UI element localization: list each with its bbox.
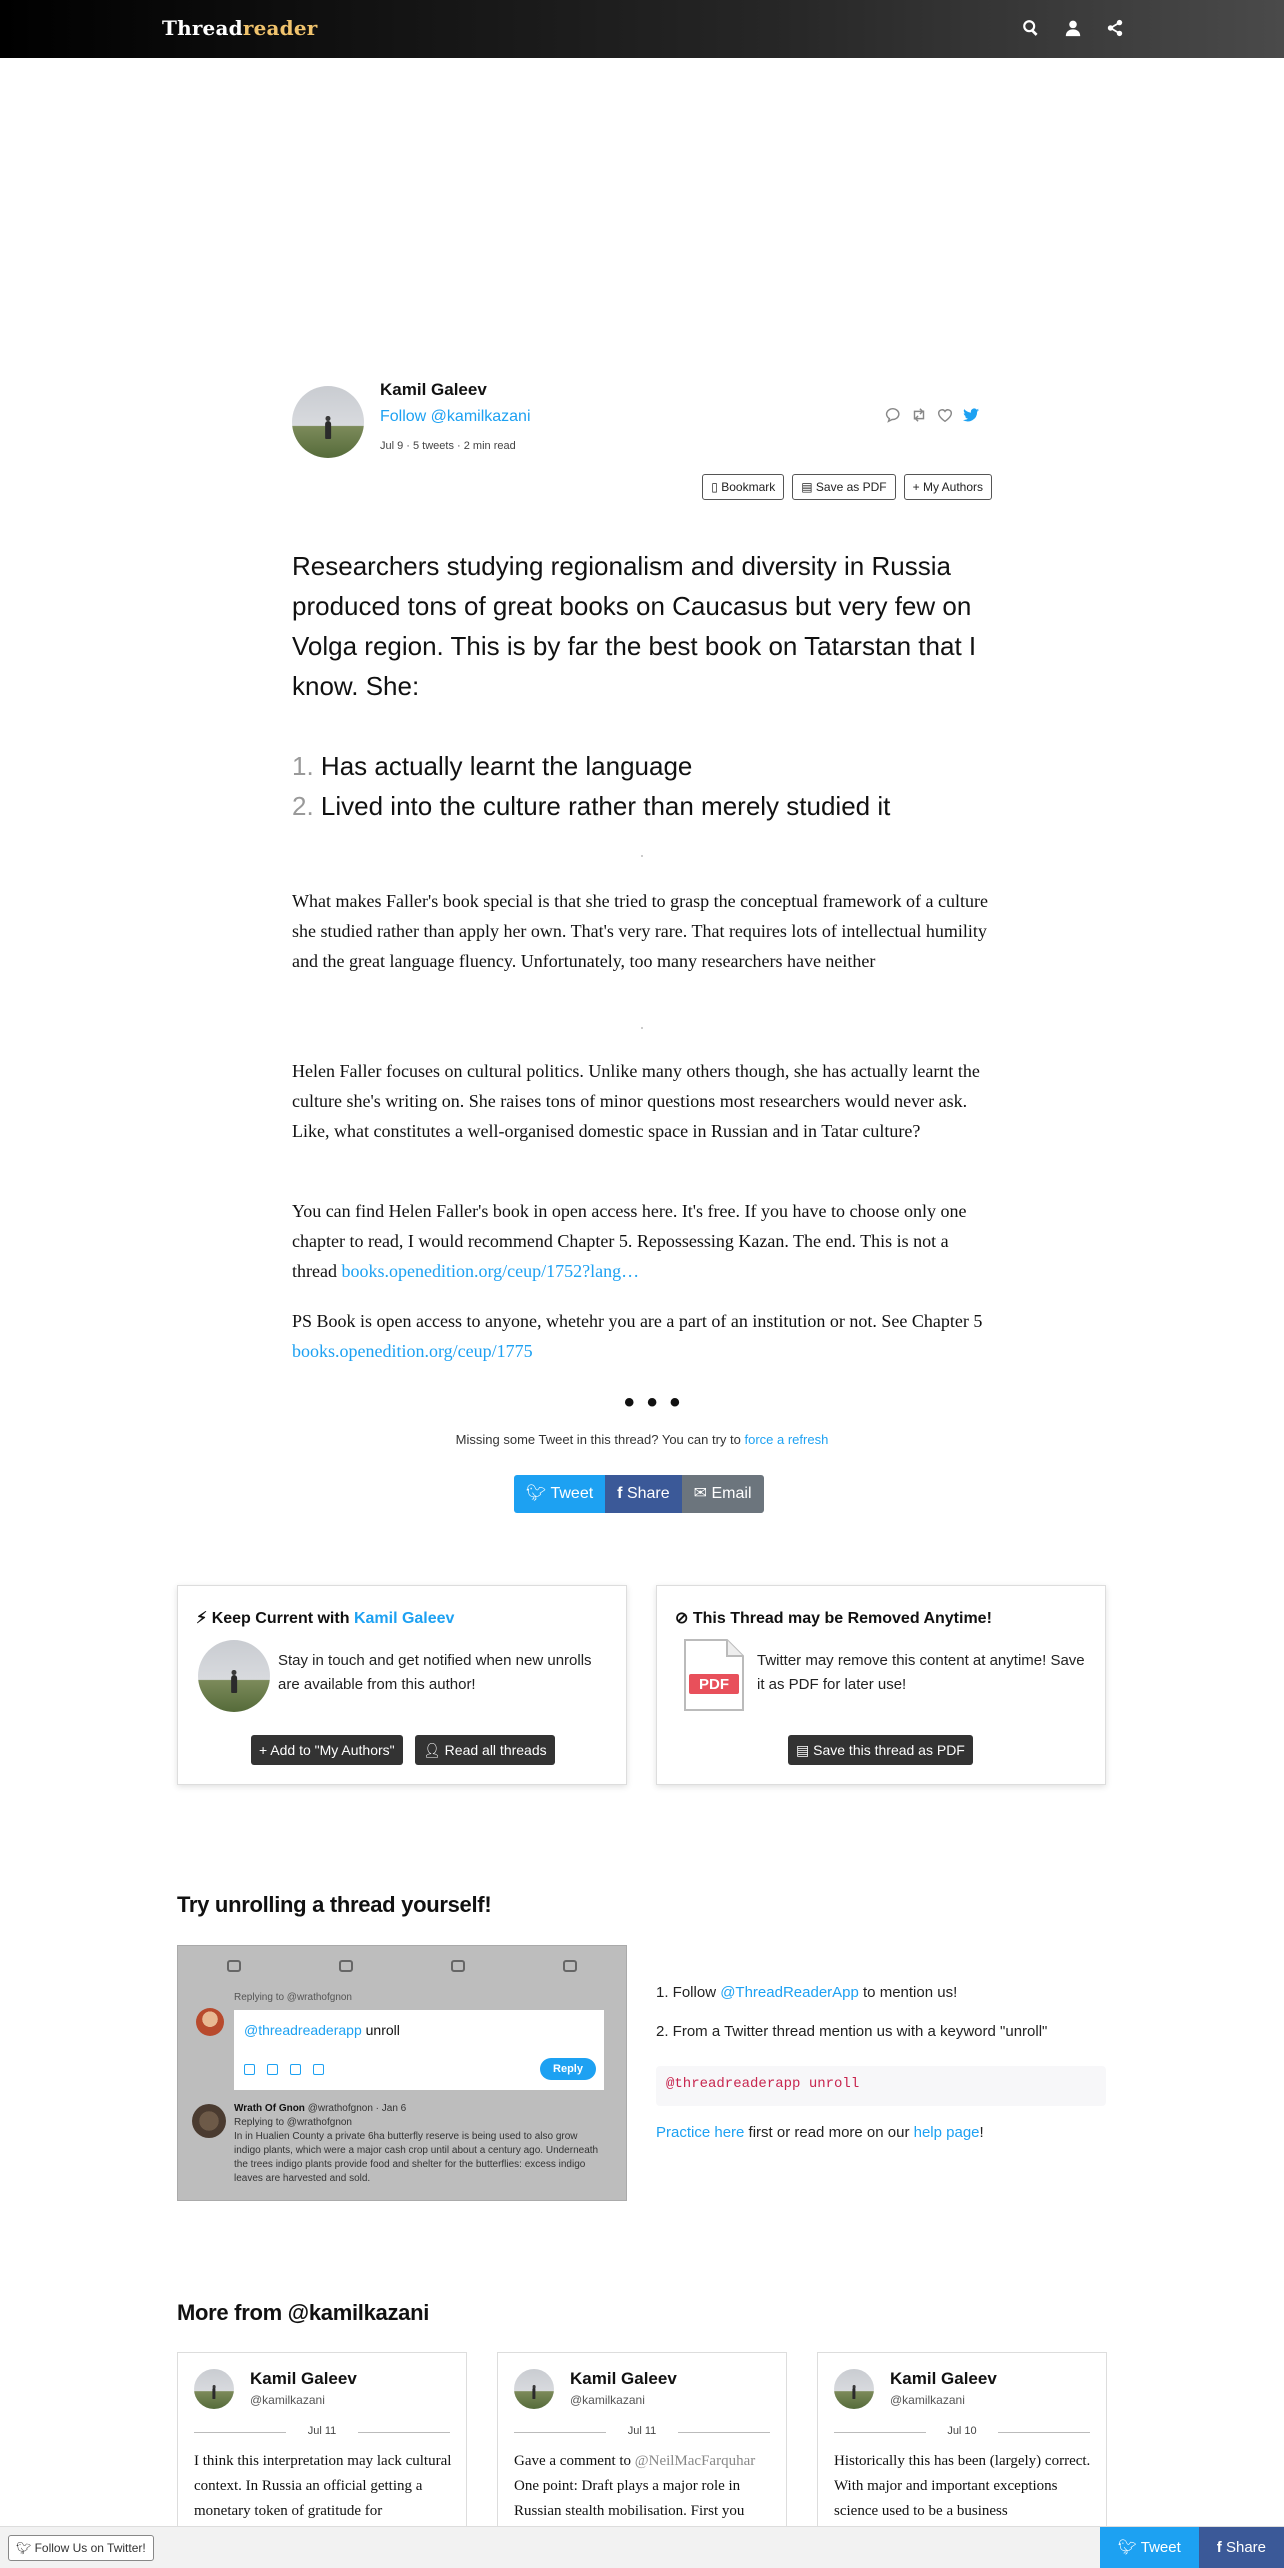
author-block — [292, 380, 992, 510]
save-thread-pdf-button[interactable]: ▤ Save this thread as PDF — [788, 1735, 973, 1765]
retweet-icon[interactable] — [910, 406, 928, 424]
more-thread-card[interactable]: Kamil Galeev @kamilkazani Jul 10 Historically this has been (largely) correct. With major and important exceptions science used to be a business — [817, 2352, 1107, 2568]
envelope-icon: ✉ — [693, 1485, 712, 1502]
facebook-share-button[interactable]: f Share — [1199, 2527, 1284, 2568]
author-avatar — [834, 2369, 874, 2409]
more-from-heading: More from @kamilkazani — [177, 2300, 430, 2325]
thread-meta: Jul 9 · 5 tweets · 2 min read — [380, 440, 516, 452]
twitter-icon: 🐦︎ — [526, 1485, 551, 1502]
read-all-threads-button[interactable]: 👤︎ Read all threads — [415, 1735, 555, 1765]
email-button[interactable]: ✉ Email — [682, 1475, 764, 1513]
list-item: 2. From a Twitter thread mention us with a keyword "unroll" — [656, 2023, 1048, 2040]
keep-current-card: ⚡︎ Keep Current with Kamil Galeev Stay in touch and get notified when new unrolls are available from this author! + Add to "My Authors" 👤︎ Read all threads — [177, 1585, 627, 1785]
ban-icon: ⊘ — [675, 1610, 689, 1627]
thread-paragraph: PS Book is open access to anyone, whetehr you are a part of an institution or not. See Chapter 5 books.openedition.org/ceup/1775 — [292, 1311, 983, 1361]
list-item: 1. Follow @ThreadReaderApp to mention us! — [656, 1984, 958, 2001]
share-icon[interactable] — [1106, 19, 1124, 37]
facebook-icon: f — [617, 1485, 623, 1502]
thread-paragraph: Helen Faller focuses on cultural politics. Unlike many others though, she has actually learnt the culture she's writing on. She raises tons of minor questions most researchers would never ask. Like, what constitutes a well-organised domestic space in Russian and in Tatar culture? — [292, 1061, 980, 1141]
plus-icon: + — [259, 1742, 271, 1758]
add-to-my-authors-button[interactable]: + Add to "My Authors" — [251, 1735, 403, 1765]
openedition-link[interactable]: books.openedition.org/ceup/1752?lang… — [341, 1261, 640, 1281]
removed-text: Twitter may remove this content at anytime! Save it as PDF for later use! — [757, 1652, 1085, 1693]
separator-dot — [641, 1027, 643, 1029]
try-unrolling-heading: Try unrolling a thread yourself! — [177, 1892, 492, 1917]
author-avatar — [194, 2369, 234, 2409]
author-avatar — [198, 1640, 270, 1712]
thread-list — [292, 746, 992, 826]
top-navbar — [0, 0, 1284, 58]
mention-link[interactable]: @NeilMacFarquhar — [634, 2453, 756, 2469]
thread-paragraph: You can find Helen Faller's book in open access here. It's free. If you have to choose only one chapter to read, I would recommend Chapter 5. Repossessing Kazan. The end. This is not a thread books.openedition.org/ceup/1752?lang… — [292, 1201, 967, 1281]
pdf-file-icon — [683, 1638, 745, 1712]
facebook-icon: f — [1216, 2539, 1222, 2556]
author-link[interactable]: Kamil Galeev — [353, 1610, 455, 1627]
author-avatar[interactable] — [292, 386, 364, 458]
unroll-example-screenshot: Replying to @wrathofgnon @threadreaderapp unroll Reply Wrath Of Gnon @wrathofgnon · Jan 6 Replying to @wrathofgnon In in Hualien County a private 6ha butterfly reserve is being used to also grow indigo plants, which were a major cash crop until about a century ago. Underneath the trees indigo plants provide food and shelter for the butterflies: excess indigo leaves are harvested and sold. — [177, 1945, 627, 2201]
threadreaderapp-link[interactable]: @ThreadReaderApp — [720, 1984, 859, 2001]
separator-dot — [641, 855, 643, 857]
plus-icon: + — [912, 480, 923, 494]
user-icon: 👤︎ — [423, 1742, 445, 1758]
share-buttons — [514, 1475, 764, 1513]
keep-current-text: Stay in touch and get notified when new unrolls are available from this author! — [278, 1652, 592, 1693]
unroll-steps — [656, 1984, 1106, 2062]
more-thread-card[interactable]: Kamil Galeev @kamilkazani Jul 11 Gave a comment to @NeilMacFarquhar One point: Draft plays a major role in Russian stealth mobilisation. First you — [497, 2352, 787, 2568]
thread-end-marker: • • • — [624, 1386, 683, 1419]
tweet-button[interactable]: 🐦︎ Tweet — [1100, 2527, 1199, 2568]
facebook-share-button[interactable]: f Share — [605, 1475, 681, 1513]
thread-lead-text: Researchers studying regionalism and diversity in Russia produced tons of great books on Caucasus but very few on Volga region. This is by far the best book on Tatarstan that I know. She: — [292, 551, 977, 701]
file-pdf-icon: ▤ — [796, 1742, 814, 1758]
missing-tweet-notice: Missing some Tweet in this thread? You can try to force a refresh — [455, 1432, 829, 1447]
svg-text:PDF: PDF — [699, 1676, 729, 1693]
twitter-icon: 🐦︎ — [16, 2541, 35, 2555]
list-item: 1. Has actually learnt the language — [292, 751, 693, 781]
practice-link[interactable]: Practice here — [656, 2124, 745, 2141]
follow-link[interactable]: Follow @kamilkazani — [380, 408, 531, 425]
twitter-icon[interactable] — [962, 406, 980, 424]
list-item: 2. Lived into the culture rather than merely studied it — [292, 791, 891, 821]
more-thread-card[interactable]: Kamil Galeev @kamilkazani Jul 11 I think this interpretation may lack cultural context. In Russia an official getting a monetary token of gratitude for — [177, 2352, 467, 2568]
author-avatar — [514, 2369, 554, 2409]
practice-text: Practice here first or read more on our help page! — [656, 2124, 984, 2141]
logo[interactable]: Threadreader — [162, 16, 318, 40]
bottom-bar — [0, 2526, 1284, 2568]
bookmark-button[interactable]: ▯ Bookmark — [702, 474, 784, 500]
my-authors-button[interactable]: + My Authors — [904, 474, 992, 500]
thread-removed-card: ⊘ This Thread may be Removed Anytime! PDF Twitter may remove this content at anytime! Save it as PDF for later use! ▤ Save this thread as PDF — [656, 1585, 1106, 1785]
thread-paragraph: What makes Faller's book special is that she tried to grasp the conceptual framework of a culture she studied rather than apply her own. That's very rare. That requires lots of intellectual humility and the great language fluency. Unfortunately, too many researchers have neither — [292, 891, 989, 971]
bolt-icon: ⚡︎ — [196, 1610, 208, 1627]
follow-us-button[interactable]: 🐦︎ Follow Us on Twitter! — [8, 2535, 154, 2561]
search-icon[interactable] — [1022, 19, 1040, 37]
user-icon[interactable] — [1064, 19, 1082, 37]
help-page-link[interactable]: help page — [913, 2124, 980, 2141]
reply-icon[interactable] — [884, 406, 902, 424]
unroll-command-code: @threadreaderapp unroll — [656, 2066, 1106, 2106]
file-pdf-icon: ▤ — [801, 480, 816, 494]
twitter-icon: 🐦︎ — [1117, 2539, 1141, 2556]
force-refresh-link[interactable]: force a refresh — [744, 1432, 829, 1447]
save-pdf-button[interactable]: ▤ Save as PDF — [792, 474, 895, 500]
like-icon[interactable] — [936, 406, 954, 424]
bookmark-icon: ▯ — [711, 480, 722, 494]
author-name[interactable]: Kamil Galeev — [380, 380, 487, 399]
openedition-link[interactable]: books.openedition.org/ceup/1775 — [292, 1341, 533, 1361]
tweet-button[interactable]: 🐦︎ Tweet — [514, 1475, 605, 1513]
